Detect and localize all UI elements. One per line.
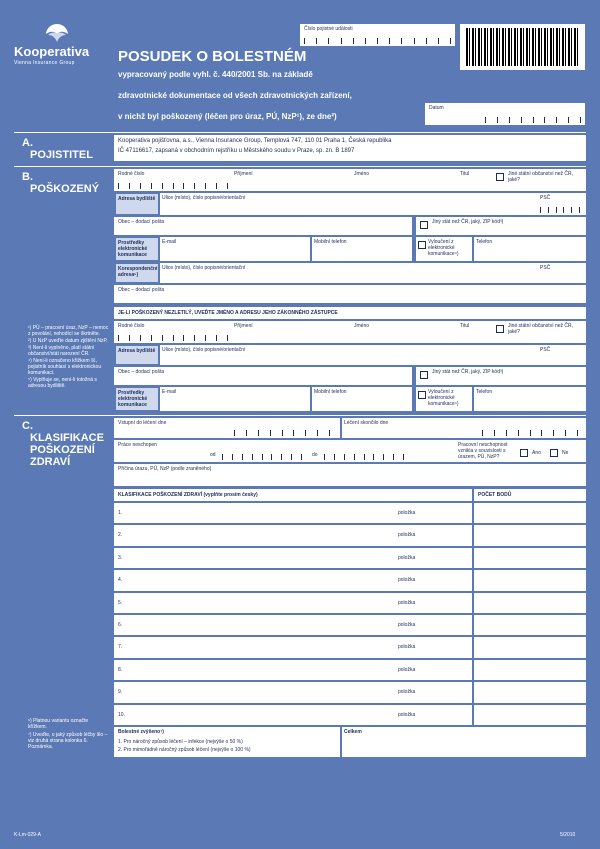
row-item-label: položka	[398, 711, 416, 718]
incapacity-relation-label: Pracovní neschopnost vznikla v souvislosti s úrazem, PÚ, NzP?	[458, 442, 508, 460]
row-points-cell[interactable]	[474, 705, 586, 725]
phone-field[interactable]	[474, 237, 586, 261]
note-7: ⁷) Uveďte, o jaký způsob léčby šlo – viz druhá strana kolonka 6. Poznámka.	[28, 732, 108, 750]
subtitle-line-3: v nichž byl poškozený (léčen pro úraz, PÚ, NzP¹), ze dne²)	[118, 112, 337, 121]
row-points-cell[interactable]	[474, 570, 586, 590]
section-c-title-2: POŠKOZENÍ	[30, 444, 95, 456]
note-6: ⁶) Platnou variantu označte křížkem.	[28, 718, 89, 730]
subtitle-line-1: vypracovaný podle vyhl. č. 440/2001 Sb. na základě	[118, 70, 313, 79]
logo-mark	[44, 22, 70, 44]
logo	[14, 22, 104, 68]
incapacity-field[interactable]	[114, 440, 586, 462]
increased-pain-1: 1. Pro náročný způsob léčení – infekce (nejvýše o 50 %)	[118, 739, 243, 745]
row-item-label: položka	[398, 666, 416, 673]
rep-street-label: Ulice (místo), číslo popisné/orientační	[162, 347, 246, 353]
total-field[interactable]	[342, 727, 586, 757]
email-label: E-mail	[162, 239, 177, 245]
note-1: ¹) PÚ – pracovní úraz, NzP – nemoc z povolání, nehodící se škrtněte.	[28, 325, 109, 337]
insurer-line-2: IČ 47116617, zapsaná v obchodním rejstříku u Městského soudu v Praze, sp. zn. B 1897	[118, 148, 355, 154]
row-number: 6.	[118, 622, 123, 628]
table-row[interactable]	[114, 593, 472, 613]
logo-name: Kooperativa	[14, 44, 90, 59]
note-2: ²) U NzP uveďte datum zjištění NzP.	[28, 338, 108, 344]
cause-label: Příčina úrazu, PÚ, NzP (podle zraněného)	[118, 466, 212, 472]
treatment-start-label: Vstupní do léčení dne	[118, 420, 167, 426]
rep-phone-field[interactable]	[474, 387, 586, 411]
points-header	[474, 489, 586, 501]
row-points-cell[interactable]	[474, 525, 586, 545]
treatment-end-ticks	[482, 430, 578, 436]
row-number: 3.	[118, 554, 123, 561]
section-b-letter: B.	[22, 171, 33, 183]
table-row[interactable]	[114, 615, 472, 635]
first-name-label: Jméno	[354, 171, 370, 177]
exclusion-checkbox[interactable]	[418, 241, 426, 249]
row-item-label: položka	[398, 689, 416, 696]
row-number: 8.	[118, 666, 123, 673]
rep-foreign-state-label: Jiný stát než ČR, jaký, ZIP kód³)	[432, 369, 504, 375]
yes-label: Ano	[532, 450, 541, 456]
row-item-label: položka	[398, 532, 416, 539]
section-c-notes	[28, 718, 108, 750]
city-label: Obec – dodací pošta	[118, 219, 165, 225]
section-b-notes	[28, 325, 110, 389]
row-item-label: položka	[398, 599, 416, 606]
date-field[interactable]	[425, 103, 585, 125]
foreign-state-label: Jiný stát než ČR, jaký, ZIP kód³)	[432, 219, 504, 225]
table-row[interactable]	[114, 570, 472, 590]
row-number: 4.	[118, 577, 123, 584]
correspondence-street-field[interactable]	[160, 263, 586, 283]
increased-pain-title: Bolestné zvýšeno⁷)	[118, 729, 164, 735]
zip-ticks	[540, 207, 580, 213]
row-points-cell[interactable]	[474, 660, 586, 680]
rep-exclusion-checkbox[interactable]	[418, 391, 426, 399]
no-checkbox[interactable]	[550, 449, 558, 457]
other-citizenship-label: Jiné státní občanství než ČR, jaké?	[508, 171, 574, 183]
page-title: POSUDEK O BOLESTNÉM	[118, 48, 307, 65]
injured-name-row[interactable]	[114, 169, 586, 191]
rep-other-citizenship-label: Jiné státní občanství než ČR, jaké?	[508, 323, 574, 335]
rep-birth-number-ticks	[118, 335, 228, 341]
rep-address-label: Adresa bydliště	[116, 346, 158, 364]
rep-zip-label: PSČ	[540, 347, 551, 353]
row-number: 7.	[118, 644, 123, 651]
date-label: Datum	[429, 105, 444, 111]
points-header-text: POČET BODŮ	[478, 492, 512, 498]
section-a	[14, 132, 586, 162]
table-row[interactable]	[114, 503, 472, 523]
row-number: 9.	[118, 689, 123, 696]
row-item-label: položka	[398, 554, 416, 561]
increased-pain-field[interactable]	[114, 727, 340, 757]
correspondence-city-field[interactable]	[114, 285, 586, 303]
section-b	[14, 166, 586, 412]
row-number: 10.	[118, 711, 125, 718]
section-c	[14, 415, 586, 815]
table-row[interactable]	[114, 525, 472, 545]
note-4: ⁴) Není-li označeno křížkem ☒, pojistník souhlasí s elektronickou komunikací.	[28, 358, 102, 376]
total-label: Celkem	[344, 729, 362, 735]
section-c-letter: C.	[22, 420, 33, 432]
exclusion-label: Vyloučení z elektronické komunikace⁴)	[428, 239, 459, 257]
rep-foreign-state-field[interactable]	[416, 367, 586, 385]
row-number: 5.	[118, 599, 123, 606]
row-item-label: položka	[398, 644, 416, 651]
representative-name-row[interactable]	[114, 321, 586, 343]
foreign-state-field[interactable]	[416, 217, 586, 235]
phone-label: Telefon	[476, 239, 493, 245]
correspondence-street-label: Ulice (místo), číslo popisné/orientační	[162, 265, 246, 271]
row-item-label: položka	[398, 577, 416, 584]
rep-foreign-state-checkbox[interactable]	[420, 371, 428, 379]
rep-exclusion-label: Vyloučení z elektronické komunikace⁴)	[428, 389, 459, 407]
treatment-end-field[interactable]	[342, 418, 586, 438]
address-street-field[interactable]	[160, 193, 586, 215]
rep-first-name-label: Jméno	[354, 323, 370, 329]
logo-group: Vienna Insurance Group	[14, 60, 75, 66]
incapacity-label: Práce neschopen	[118, 442, 157, 448]
rep-surname-label: Příjmení	[234, 323, 253, 329]
exclusion-field[interactable]	[416, 237, 472, 261]
correspondence-city-label: Obec – dodací pošta	[118, 287, 165, 293]
correspondence-zip-label: PSČ	[540, 265, 551, 271]
rep-email-label: E-mail	[162, 389, 177, 395]
treatment-start-ticks	[234, 430, 330, 436]
birth-number-label: Rodné číslo	[118, 171, 145, 177]
street-label: Ulice (místo), číslo popisné/orientační	[162, 195, 246, 201]
rep-birth-number-label: Rodné číslo	[118, 323, 145, 329]
policy-number-field[interactable]	[300, 24, 455, 46]
rep-title-label: Titul	[460, 323, 470, 329]
rep-mobile-field[interactable]	[312, 387, 412, 411]
note-5: ⁵) Vyplňuje se, není-li totožná s adresou bydliště.	[28, 377, 97, 389]
treatment-end-label: Léčení skončilo dne	[344, 420, 389, 426]
cause-field[interactable]	[114, 464, 586, 486]
rep-other-citizenship-checkbox[interactable]	[496, 325, 504, 333]
treatment-start-field[interactable]	[114, 418, 340, 438]
rep-electronic-label: Prostředky elektronické komunikace	[116, 388, 158, 410]
city-field[interactable]	[114, 217, 412, 235]
mobile-field[interactable]	[312, 237, 412, 261]
row-points-cell[interactable]	[474, 593, 586, 613]
no-label: Ne	[562, 450, 569, 456]
row-item-label: položka	[398, 622, 416, 628]
note-3: ³) Není-li vyplněno, platí státní občanství/stát narození ČR.	[28, 345, 95, 357]
foreign-state-checkbox[interactable]	[420, 221, 428, 229]
address-label: Adresa bydliště	[116, 194, 158, 214]
to-label: do	[312, 452, 318, 458]
row-number: 2.	[118, 532, 123, 539]
footer-left: K-Lm-029-A	[14, 832, 41, 838]
zip-label: PSČ	[540, 195, 551, 201]
birth-number-ticks	[118, 183, 228, 189]
rep-street-field[interactable]	[160, 345, 586, 365]
from-label: od	[210, 452, 216, 458]
policy-number-label: Číslo pojistné události	[304, 26, 353, 32]
rep-city-field[interactable]	[114, 367, 412, 385]
section-a-title: POJISTITEL	[30, 149, 93, 161]
footer-right: 5/2010	[560, 832, 576, 838]
other-citizenship-checkbox[interactable]	[496, 173, 504, 181]
insurer-line-1: Kooperativa pojišťovna, a.s., Vienna Insurance Group, Templová 747, 110 01 Praha 1, Česká republika	[118, 138, 392, 144]
rep-mobile-label: Mobilní telefon	[314, 389, 347, 395]
table-row[interactable]	[114, 637, 472, 657]
row-number: 1.	[118, 510, 123, 516]
rep-exclusion-field[interactable]	[416, 387, 472, 411]
representative-header	[114, 307, 586, 319]
section-c-title-1: KLASIFIKACE	[30, 432, 104, 444]
policy-number-ticks	[304, 38, 451, 44]
increased-pain-2: 2. Pro mimořádně náročný způsob léčení (nejvýše o 100 %)	[118, 747, 251, 753]
date-ticks	[485, 117, 581, 123]
row-points-cell[interactable]	[474, 637, 586, 657]
representative-header-text: JE-LI POŠKOZENÝ NEZLETILÝ, UVEĎTE JMÉNO A ADRESU JEHO ZÁKONNÉHO ZÁSTUPCE	[118, 310, 338, 316]
barcode	[460, 24, 585, 70]
section-a-letter: A.	[22, 137, 33, 149]
section-b-title: POŠKOZENÝ	[30, 183, 100, 195]
rep-email-field[interactable]	[160, 387, 310, 411]
section-c-title-3: ZDRAVÍ	[30, 456, 71, 468]
classification-header	[114, 489, 472, 501]
rep-city-label: Obec – dodací pošta	[118, 369, 165, 375]
mobile-label: Mobilní telefon	[314, 239, 347, 245]
table-row[interactable]	[114, 682, 472, 702]
row-points-cell[interactable]	[474, 615, 586, 635]
correspondence-label: Korespondenční adresa⁵)	[116, 264, 158, 282]
row-item-label: položka	[398, 510, 416, 516]
email-field[interactable]	[160, 237, 310, 261]
classification-header-text: KLASIFIKACE POŠKOZENÍ ZDRAVÍ (vyplňte prosím česky)	[118, 492, 258, 498]
table-row[interactable]	[114, 548, 472, 568]
title-label: Titul	[460, 171, 470, 177]
row-points-cell[interactable]	[474, 548, 586, 568]
table-row[interactable]	[114, 705, 472, 725]
incapacity-to-ticks	[324, 454, 404, 460]
row-points-cell[interactable]	[474, 682, 586, 702]
row-points-cell[interactable]	[474, 503, 586, 523]
surname-label: Příjmení	[234, 171, 253, 177]
rep-phone-label: Telefon	[476, 389, 493, 395]
table-row[interactable]	[114, 660, 472, 680]
yes-checkbox[interactable]	[520, 449, 528, 457]
insurer-info	[114, 135, 586, 161]
incapacity-from-ticks	[222, 454, 302, 460]
electronic-label: Prostředky elektronické komunikace	[116, 238, 158, 260]
subtitle-line-2: zdravotnické dokumentace od všech zdravotnických zařízení,	[118, 91, 352, 100]
